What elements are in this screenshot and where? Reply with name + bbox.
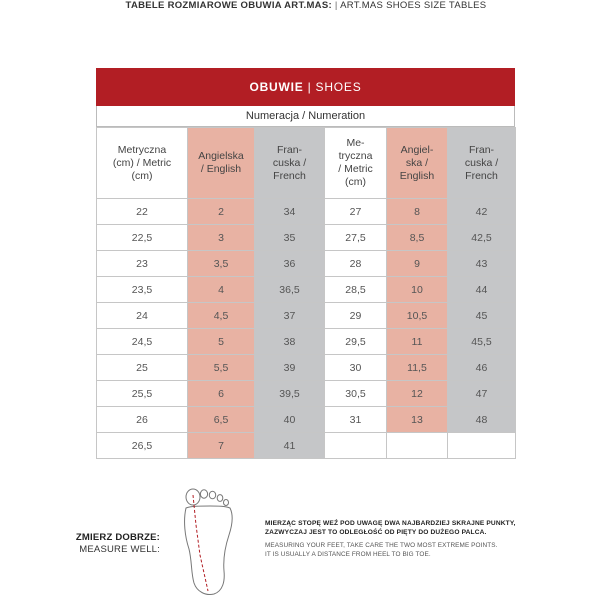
size-cell-english: 6 [188,381,255,407]
empty-cell [448,433,516,459]
table-row [97,225,516,251]
size-cell-french: 35 [255,225,325,251]
size-cell-metric-cm: 24,5 [97,329,188,355]
page-title [0,0,612,14]
instructions-pl [265,519,585,537]
table-row [97,407,516,433]
column-header-line: (cm) / Metric [112,156,172,169]
column-header-metric-cm [97,128,188,199]
size-cell-french: 39,5 [255,381,325,407]
size-cell-english: 2 [188,199,255,225]
instructions-en [265,542,585,559]
column-header-english-2 [387,128,448,199]
table-banner [96,68,515,106]
size-cell-metric-cm: 26 [97,407,188,433]
foot-outline-icon [180,485,242,597]
size-cell-metric-cm: 23,5 [97,277,188,303]
table-row [97,355,516,381]
banner-title-pl: OBUWIE [249,80,304,94]
size-cell-metric-cm: 25 [97,355,188,381]
size-cell-metric-cm: 23 [97,251,188,277]
size-cell-metric-cm-2: 30,5 [325,381,387,407]
size-cell-french-2: 46 [448,355,516,381]
column-header-line: Me- [346,137,365,149]
size-cell-french: 38 [255,329,325,355]
measure-label-en: MEASURE WELL: [79,544,160,555]
banner-separator: | [307,80,312,94]
size-cell-english: 5 [188,329,255,355]
measure-section [0,480,612,616]
instructions-en-line: MEASURING YOUR FEET, TAKE CARE THE TWO MOST EXTREME POINTS. [265,542,498,549]
size-cell-metric-cm-2: 27 [325,199,387,225]
table-body [97,199,516,459]
column-header-line: (cm) [131,169,153,182]
column-header-line: / Metric [338,163,373,175]
size-cell-metric-cm-2: 30 [325,355,387,381]
size-cell-english-2: 11 [387,329,448,355]
table-row [97,381,516,407]
page-title-pl: TABELE ROZMIAROWE OBUWIA ART.MAS: [125,0,332,11]
size-cell-metric-cm: 25,5 [97,381,188,407]
measure-label-pl: ZMIERZ DOBRZE: [75,532,160,543]
table-row [97,329,516,355]
column-header-line: Angiel- [400,143,434,156]
table-subheader: Numeracja / Numeration [96,106,515,127]
column-header-line: French [465,169,498,182]
size-cell-english: 4,5 [188,303,255,329]
column-header-line: cuska / [464,156,499,169]
size-table [96,68,515,459]
column-header-line: Fran- [276,143,303,156]
size-cell-metric-cm: 22 [97,199,188,225]
size-cell-metric-cm-2: 28 [325,251,387,277]
column-header-line: tryczna [338,150,373,162]
column-header-line: (cm) [345,176,366,188]
table-row [97,303,516,329]
banner-title-en: SHOES [315,80,362,94]
size-cell-french-2: 44 [448,277,516,303]
size-cell-english: 3 [188,225,255,251]
empty-cell [387,433,448,459]
page-title-separator: | [334,0,338,11]
column-header-french [255,128,325,199]
column-header-french-2 [448,128,516,199]
column-header-english [188,128,255,199]
size-grid [96,127,516,459]
size-cell-english-2: 12 [387,381,448,407]
empty-cell [325,433,387,459]
size-cell-english: 6,5 [188,407,255,433]
size-cell-english-2: 8,5 [387,225,448,251]
column-header-line: cuska / [272,156,307,169]
size-cell-french-2: 43 [448,251,516,277]
instructions-pl-line: ZAZWYCZAJ JEST TO ODLEGŁOŚĆ OD PIĘTY DO DUŻEGO PALCA. [265,529,487,536]
table-row [97,433,516,459]
column-header-line: ska / [405,156,429,169]
size-cell-french: 39 [255,355,325,381]
size-cell-english: 4 [188,277,255,303]
size-cell-french: 36 [255,251,325,277]
table-row [97,251,516,277]
size-cell-metric-cm-2: 27,5 [325,225,387,251]
size-cell-english-2: 9 [387,251,448,277]
size-cell-french-2: 42 [448,199,516,225]
column-header-line: French [273,169,306,182]
size-cell-french-2: 45 [448,303,516,329]
column-header-line: English [399,169,435,182]
size-cell-metric-cm-2: 29 [325,303,387,329]
size-cell-metric-cm: 24 [97,303,188,329]
size-cell-french: 36,5 [255,277,325,303]
size-cell-english-2: 10,5 [387,303,448,329]
instructions-en-line: IT IS USUALLY A DISTANCE FROM HEEL TO BIG TOE. [265,550,431,558]
size-cell-french-2: 47 [448,381,516,407]
instructions-pl-line: MIERZĄC STOPĘ WEŹ POD UWAGĘ DWA NAJBARDZIEJ SKRAJNE PUNKTY, [265,520,516,527]
size-cell-english-2: 13 [387,407,448,433]
column-header-line: / English [200,163,242,175]
table-row [97,199,516,225]
size-cell-english-2: 11,5 [387,355,448,381]
size-cell-english-2: 10 [387,277,448,303]
size-cell-english: 3,5 [188,251,255,277]
column-header-line: Angielska [198,150,244,162]
column-header-line: Metryczna [117,143,167,156]
measure-label [70,532,160,555]
size-cell-french-2: 42,5 [448,225,516,251]
size-cell-metric-cm: 22,5 [97,225,188,251]
size-cell-french-2: 45,5 [448,329,516,355]
column-header-metric-cm-2 [325,128,387,199]
size-cell-french: 41 [255,433,325,459]
size-cell-french: 37 [255,303,325,329]
size-cell-french: 34 [255,199,325,225]
size-cell-french: 40 [255,407,325,433]
table-header-row [97,128,516,199]
size-cell-english: 7 [188,433,255,459]
measure-instructions [265,519,585,559]
size-cell-english: 5,5 [188,355,255,381]
size-cell-french-2: 48 [448,407,516,433]
size-cell-metric-cm-2: 31 [325,407,387,433]
size-cell-metric-cm-2: 28,5 [325,277,387,303]
size-cell-metric-cm: 26,5 [97,433,188,459]
size-cell-english-2: 8 [387,199,448,225]
size-cell-metric-cm-2: 29,5 [325,329,387,355]
column-header-line: Fran- [468,143,495,156]
page-title-en: ART.MAS SHOES SIZE TABLES [340,0,487,11]
table-row [97,277,516,303]
